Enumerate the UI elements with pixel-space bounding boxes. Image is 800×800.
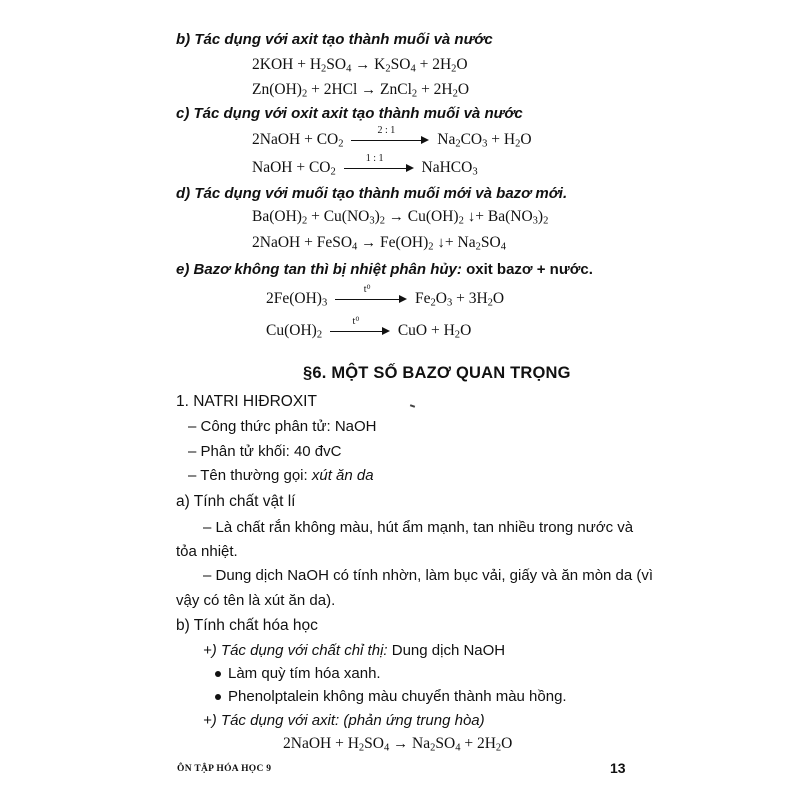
heat-label: t⁰ (363, 284, 371, 296)
physical-property-2a: – Dung dịch NaOH có tính nhờn, làm bục vải, giấy và ăn mòn da (vì (203, 567, 654, 584)
equation-cu-oh2-heat: $Cu(OH)_2$ t⁰ CuO + $H_2O$ (266, 316, 472, 341)
equation-naoh-co2-1to1: NaOH + $CO_2$ 1 : 1 NaHCO$_3$ (252, 153, 478, 178)
equation-naoh-co2-2to1: 2NaOH + $CO_2$ 2 : 1 $Na_2CO_3 + H_2O$ (252, 125, 532, 150)
print-speck (410, 404, 415, 408)
section-title: §6. MỘT SỐ BAZƠ QUAN TRỌNG (303, 364, 571, 382)
physical-properties-title: a) Tính chất vật lí (176, 493, 296, 510)
bullet-phenolphthalein: Phenolptalein không màu chuyển thành màu hồng. (215, 688, 567, 705)
indicator-line: +) Tác dụng với chất chỉ thị: Dung dịch NaOH (203, 642, 506, 659)
chemical-properties-title: b) Tính chất hóa học (176, 617, 318, 634)
heading-decomposition: e) Bazơ không tan thì bị nhiệt phân hủy: oxit bazơ + nước. (176, 261, 593, 278)
subsection-title-naoh: 1. NATRI HIĐROXIT (176, 393, 317, 410)
molar-mass-line: – Phân tử khối: 40 đvC (188, 443, 342, 460)
physical-property-1a: – Là chất rắn không màu, hút ẩm mạnh, tan nhiều trong nước và (203, 519, 634, 536)
heading-salt-reaction: d) Tác dụng với muối tạo thành muối mới và bazơ mới. (176, 185, 568, 202)
equation-fe-oh3-heat: $2Fe(OH)_3$ t⁰ $Fe_2O_3 + 3H_2O$ (266, 284, 505, 309)
ratio-label: 2 : 1 (377, 125, 396, 137)
physical-property-1b: tỏa nhiệt. (176, 543, 238, 560)
formula-line: – Công thức phân tử: NaOH (188, 418, 377, 435)
equation-ba-oh2-cu-no3: $Ba(OH)_2 + Cu(NO_3)_2 \to Cu(OH)_2$ ↓+ $Ba(NO_3)_2$ (252, 208, 549, 227)
page-number: 13 (610, 760, 626, 776)
heading-acid-reaction: b) Tác dụng với axit tạo thành muối và nước (176, 31, 493, 48)
physical-property-2b: vậy có tên là xút ăn da). (176, 592, 336, 609)
equation-zn-oh2-hcl: $Zn(OH)_2 + 2HCl$ → ZnCl$_2$ + $2H_2O$ (252, 81, 470, 100)
bullet-icon (215, 671, 221, 677)
equation-koh-h2so4: $2KOH + H_2SO_4 \to K_2SO_4 + 2H_2O$ (252, 56, 468, 75)
heat-label: t⁰ (352, 316, 360, 328)
heading-oxide-reaction: c) Tác dụng với oxit axit tạo thành muối và nước (176, 105, 523, 122)
acid-reaction-line: +) Tác dụng với axit: (phản ứng trung hòa) (203, 712, 485, 729)
bullet-litmus: Làm quỳ tím hóa xanh. (215, 665, 381, 682)
equation-naoh-h2so4: 2NaOH + $H_2SO_4 \to Na_2SO_4 + 2H_2O$ (283, 735, 513, 754)
bullet-icon (215, 694, 221, 700)
ratio-label: 1 : 1 (365, 153, 384, 165)
footer-book-title: ÔN TẬP HÓA HỌC 9 (177, 764, 272, 774)
equation-naoh-feso4: 2NaOH + FeSO$_4$ → $Fe(OH)_2$ ↓+ $Na_2SO_4$ (252, 234, 506, 253)
common-name-line: – Tên thường gọi: xút ăn da (188, 467, 374, 484)
